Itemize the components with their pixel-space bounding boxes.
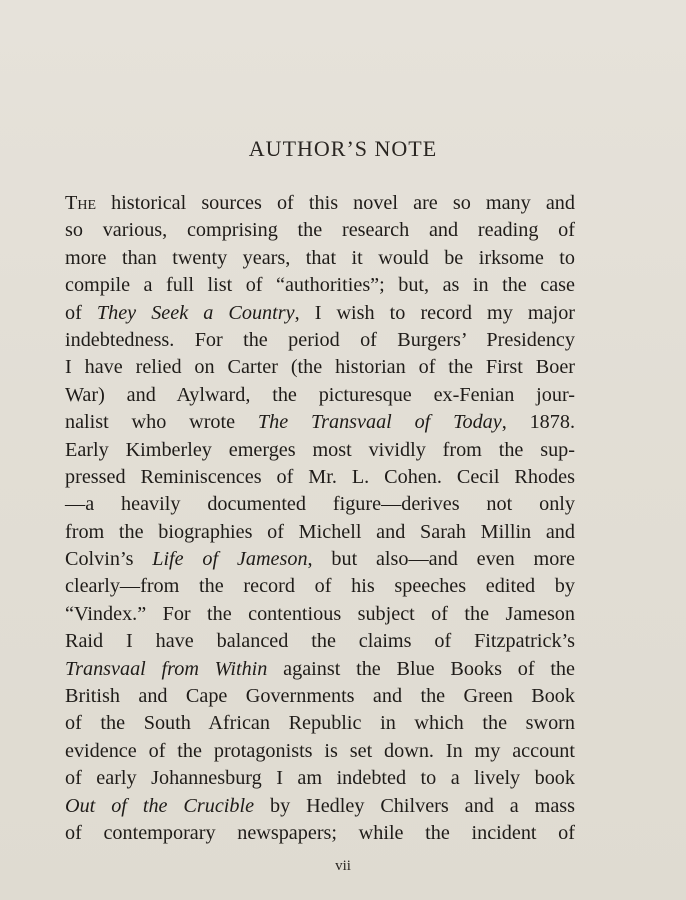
book-title: Transvaal from Within [65, 657, 268, 680]
book-title: Out of the Crucible [65, 794, 255, 817]
text-line: clearly—from the record of his speeches edited by [65, 575, 575, 598]
text-line: from the biographies of Michell and Sarah Millin and [65, 520, 575, 543]
text-line: of the South African Republic in which the sworn [65, 712, 575, 735]
text-line: British and Cape Governments and the Green Book [65, 685, 575, 708]
book-title: They Seek a Country [96, 301, 295, 324]
text-line: Out of the Crucible by Hedley Chilvers and a mass [65, 794, 576, 817]
text-line: nalist who wrote The Transvaal of Today, 1878. [65, 411, 575, 434]
text-line: —a heavily documented figure—derives not only [65, 493, 575, 516]
text-line: The historical sources of this novel are so many and [65, 192, 575, 214]
text-line: of They Seek a Country, I wish to record my major [65, 301, 576, 324]
text-line: I have relied on Carter (the historian of the First Boer [65, 356, 575, 379]
text-line: “Vindex.” For the contentious subject of the Jameson [65, 602, 575, 625]
text-line: compile a full list of “authorities”; but, as in the case [65, 274, 575, 297]
text-line: more than twenty years, that it would be irksome to [65, 246, 575, 269]
page-title: AUTHOR’S NOTE [248, 136, 438, 161]
book-title: Life of Jameson [152, 548, 308, 571]
text-line: so various, comprising the research and reading of [65, 219, 575, 242]
text-line: Raid I have balanced the claims of Fitzpatrick’s [65, 630, 575, 653]
body-paragraph [65, 190, 575, 847]
text-line: evidence of the protagonists is set down. In my account [65, 739, 575, 762]
text-line: War) and Aylward, the picturesque ex-Fenian jour- [65, 383, 575, 406]
text-line: Early Kimberley emerges most vividly from the sup- [65, 438, 575, 461]
text-line: of early Johannesburg I am indebted to a lively book [65, 767, 575, 790]
book-title: The Transvaal of Today [257, 411, 502, 434]
text-line: Colvin’s Life of Jameson, but also—and even more [65, 548, 575, 571]
text-line: Transvaal from Within against the Blue Books of the [65, 657, 575, 680]
text-line: indebtedness. For the period of Burgers’ Presidency [65, 328, 575, 351]
text-line: pressed Reminiscences of Mr. L. Cohen. Cecil Rhodes [65, 465, 575, 488]
text-line: of contemporary newspapers; while the incident of [65, 821, 575, 844]
page-number: vii [335, 858, 351, 874]
